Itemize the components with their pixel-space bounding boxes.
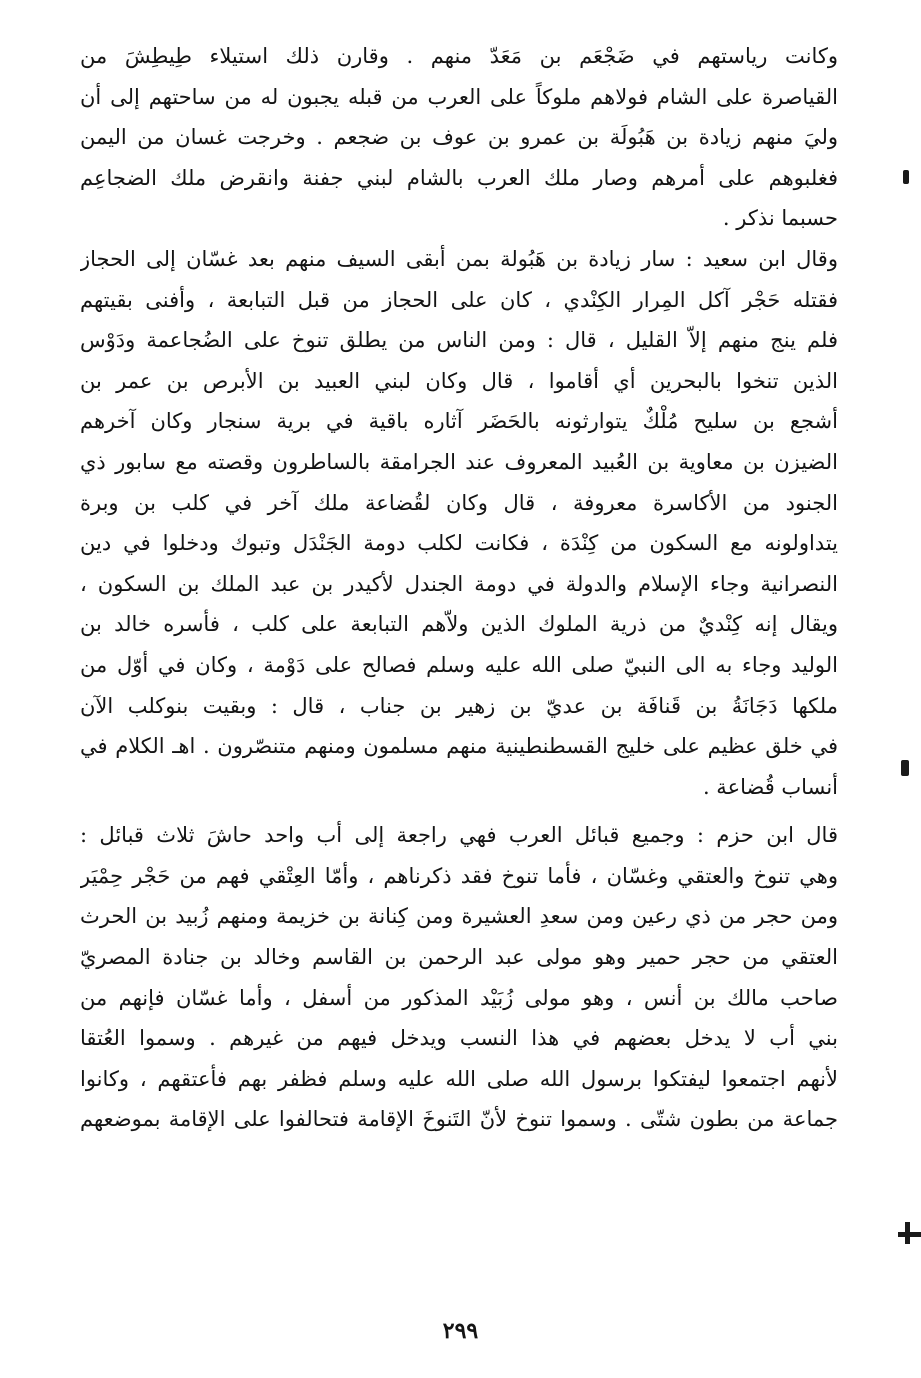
text-line: صاحب مالك بن أنس ، وهو مولى زُبَيْد المذكور من أسفل ، وأما غسّان فإنهم من	[80, 985, 838, 1010]
text-line: النصرانية وجاء الإسلام والدولة في دومة الجندل لأكيدر بن عبد الملك بن السكون ،	[80, 571, 838, 596]
text-line-paragraph-start: وقال ابن سعيد : سار زيادة بن هَبُولة بمن أبقى السيف منهم بعد غسّان إلى الحجاز	[80, 246, 838, 271]
text-line: الذين تنخوا بالبحرين أي أقاموا ، قال وكان لبني العبيد بن الأبرص بن عمر بن	[80, 368, 838, 393]
text-line-paragraph-end: أنساب قُضاعة .	[702, 774, 838, 799]
text-line: ويقال إنه كِنْديٌ من ذرية الملوك الذين ولاّهم التبابعة على كلب ، فأسره خالد بن	[80, 612, 838, 637]
text-line: فلم ينج منهم إلاّ القليل ، قال : ومن الناس من يطلق تنوخ على الضُجاعمة ودَوْس	[80, 328, 838, 353]
text-line: فقتله حَجْر آكل المِرار الكِنْدي ، كان على الحجاز من قبل التبابعة ، وأفنى بقيتهم	[80, 287, 838, 312]
text-line: بني أب لا يدخل بعضهم في هذا النسب ويدخل فيهم من غيرهم . وسموا العُتقا	[80, 1026, 838, 1051]
text-line: فغلبوهم على أمرهم وصار ملك العرب بالشام لبني جفنة وانقرض ملك الضجاعِم	[80, 165, 838, 190]
text-line-paragraph-start: قال ابن حزم : وجميع قبائل العرب فهي راجعة إلى أب واحد حاشَ ثلاث قبائل :	[80, 823, 838, 848]
text-line: وهي تنوخ والعتقي وغسّان ، فأما تنوخ فقد ذكرناهم ، وأمّا العِتْقي فهم من حَجْر حِمْيَر	[80, 863, 838, 888]
scan-edge-mark	[903, 170, 909, 184]
text-line: ومن حجر من ذي رعين ومن سعدِ العشيرة ومن كِنانة بن خزيمة ومنهم زُبيد بن الحرث	[80, 904, 838, 929]
page-body-text	[80, 36, 838, 1140]
text-line: الوليد وجاء به الى النبيّ صلى الله عليه وسلم فصالح على دَوْمة ، وكان في أوّل من	[80, 652, 838, 677]
text-line: أشجع بن سليح مُلْكٌ يتوارثونه بالحَضَر آثاره باقية في برية سنجار وكان آخرهم	[80, 409, 838, 434]
text-line: في خلق عظيم على خليج القسطنطينية منهم مسلمون ومنهم متنصّرون . اهـ الكلام في	[80, 734, 838, 759]
text-line: يتداولونه مع السكون من كِنْدَة ، فكانت لكلب دومة الجَنْدَل وتبوك ودخلوا في دين	[80, 531, 838, 556]
page-number: ٢٩٩	[442, 1318, 479, 1344]
text-line: القياصرة على الشام فولاهم ملوكاً على العرب من قبله يجبون له من ساحتهم إلى أن	[80, 84, 838, 109]
text-line: وليَ منهم زيادة بن هَبُولَة بن عمرو بن عوف بن ضجعم . وخرجت غسان من اليمن	[80, 125, 838, 150]
scan-edge-mark	[901, 760, 909, 776]
text-line: وكانت رياستهم في ضَجْعَم بن مَعَدّ منهم . وقارن ذلك استيلاء طِيطِشَ من	[80, 44, 838, 68]
text-line: العتقي من حجر حمير وهو مولى عبد الرحمن بن القاسم وخالد بن جنادة المصريّ	[80, 945, 838, 970]
text-line: الضيزن بن معاوية بن العُبيد المعروف عند الجرامقة بالساطرون وقصته مع سابور ذي	[80, 449, 838, 474]
scan-edge-mark	[905, 1222, 910, 1244]
text-line: لأنهم اجتمعوا ليفتكوا برسول الله صلى الله عليه وسلم فظفر بهم فأعتقهم ، وكانوا	[80, 1066, 838, 1091]
text-line: ملكها دَجَانَةُ بن قَنافَة بن عديّ بن زهير بن جناب ، قال : وبقيت بنوكلب الآن	[80, 693, 838, 718]
text-line: الجنود من الأكاسرة معروفة ، قال وكان لقُضاعة ملك آخر في كلب بن وبرة	[80, 490, 838, 515]
text-line-paragraph-end: حسبما نذكر .	[722, 206, 838, 231]
text-line: جماعة من بطون شتّى . وسموا تنوخ لأنّ التَنوخَ الإقامة فتحالفوا على الإقامة بموضعهم	[80, 1107, 838, 1132]
